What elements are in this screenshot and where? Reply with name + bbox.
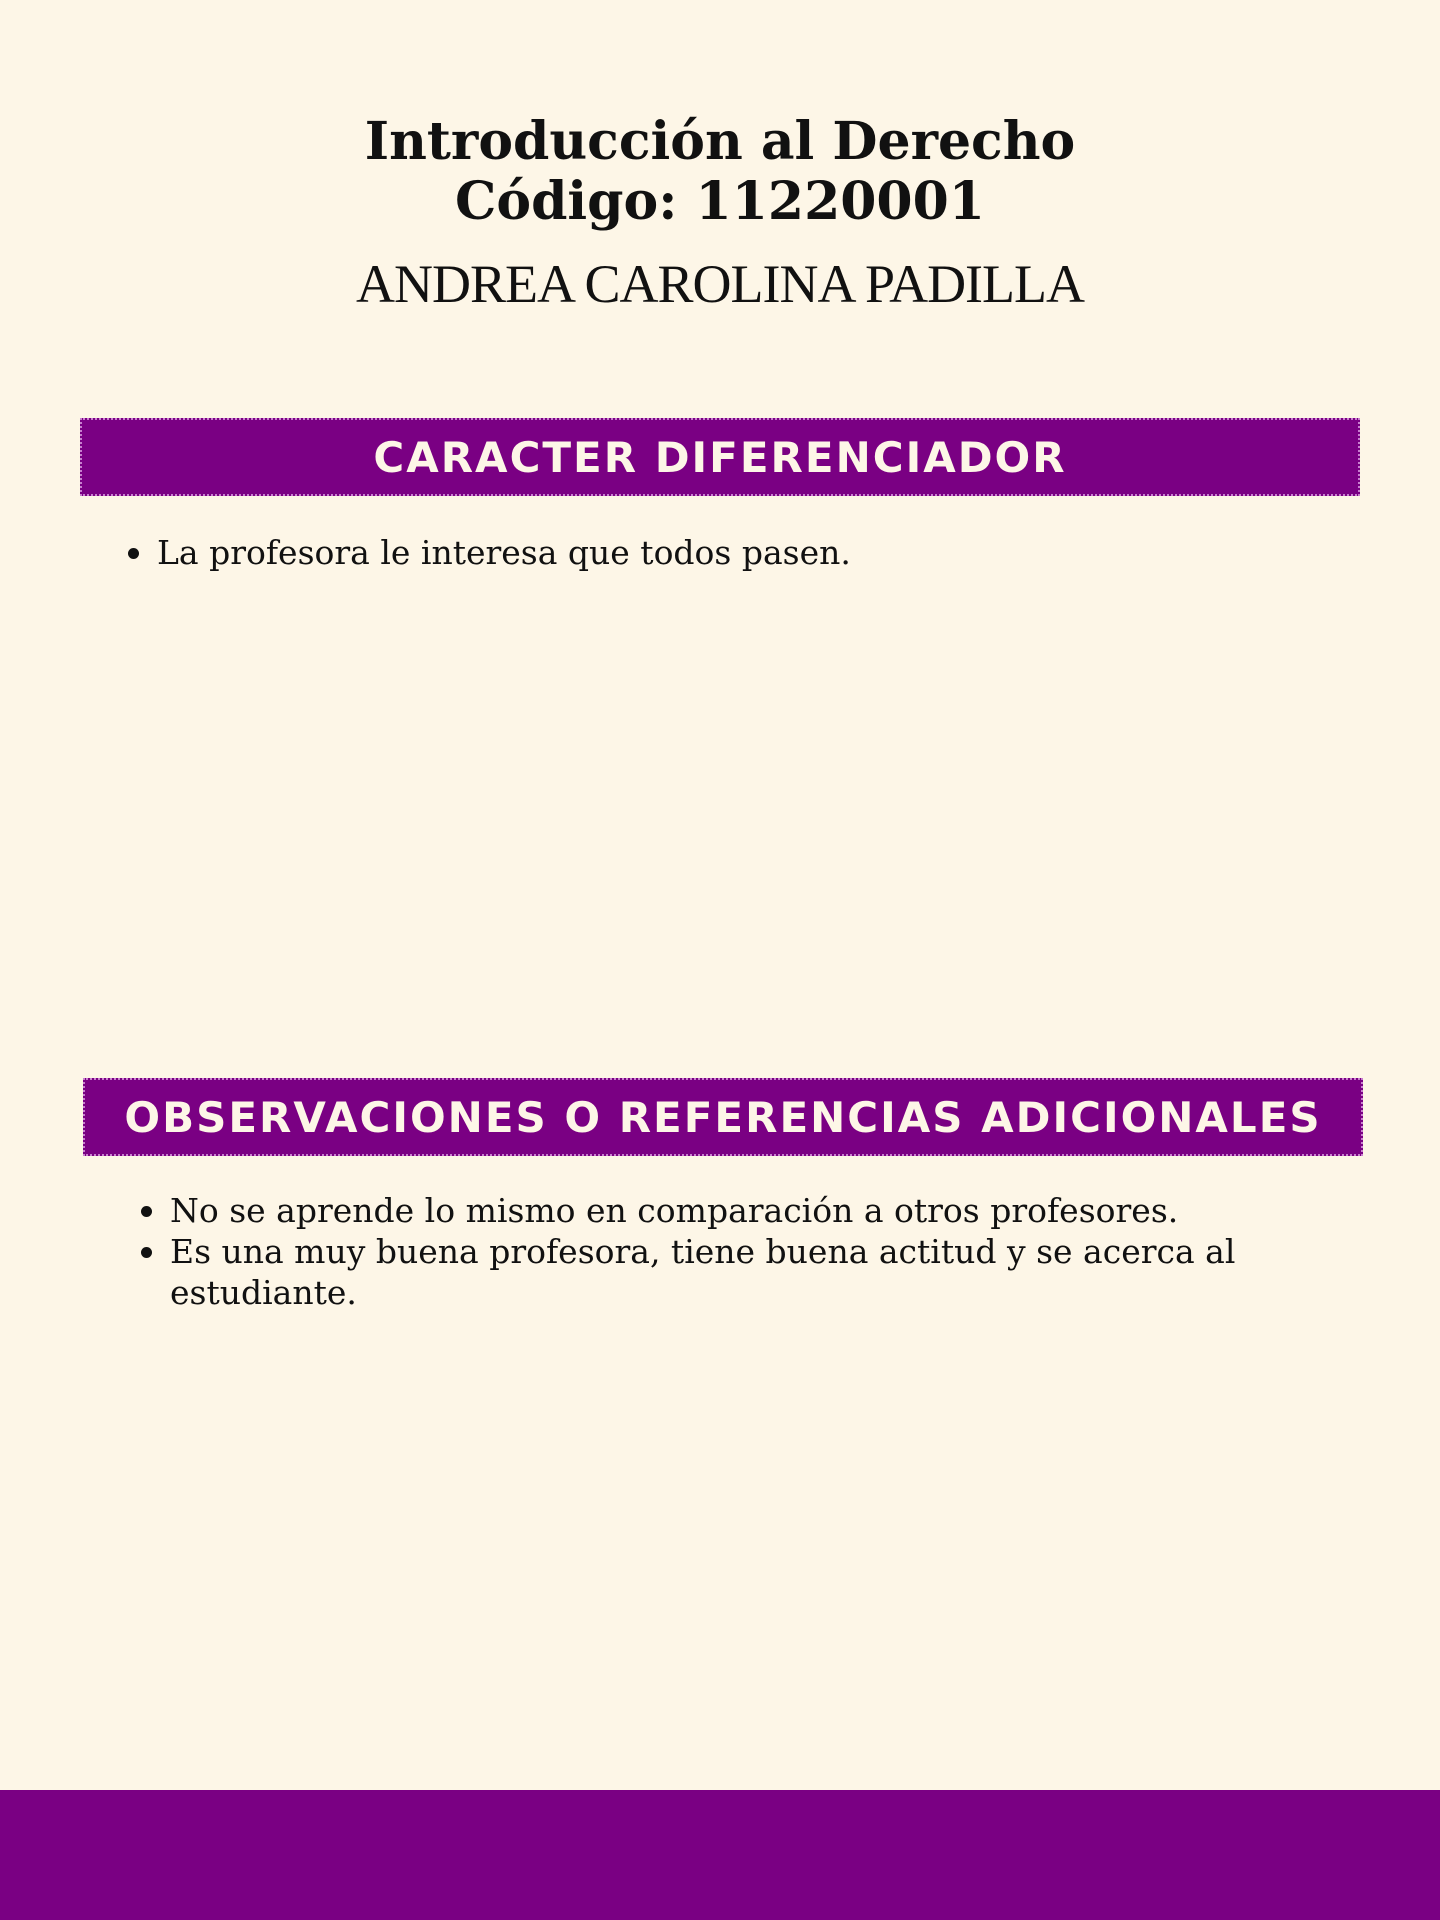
list-item: La profesora le interesa que todos pasen. — [128, 532, 1328, 573]
document-header — [0, 112, 1440, 316]
list-item: No se aprende lo mismo en comparación a otros profesores. — [141, 1190, 1291, 1231]
list-item: Es una muy buena profesora, tiene buena actitud y se acerca al estudiante. — [141, 1231, 1291, 1313]
observaciones-list — [141, 1190, 1291, 1313]
caracter-diferenciador-list — [128, 532, 1328, 573]
section-heading-label: CARACTER DIFERENCIADOR — [373, 432, 1067, 482]
footer-band — [0, 1790, 1440, 1920]
professor-name: ANDREA CAROLINA PADILLA — [355, 254, 1085, 314]
course-title: Introducción al Derecho — [364, 111, 1076, 172]
section-heading-observaciones — [83, 1078, 1363, 1156]
section-heading-caracter-diferenciador — [80, 418, 1360, 496]
section-heading-label: OBSERVACIONES O REFERENCIAS ADICIONALES — [124, 1092, 1322, 1142]
course-code: Código: 11220001 — [455, 171, 985, 232]
